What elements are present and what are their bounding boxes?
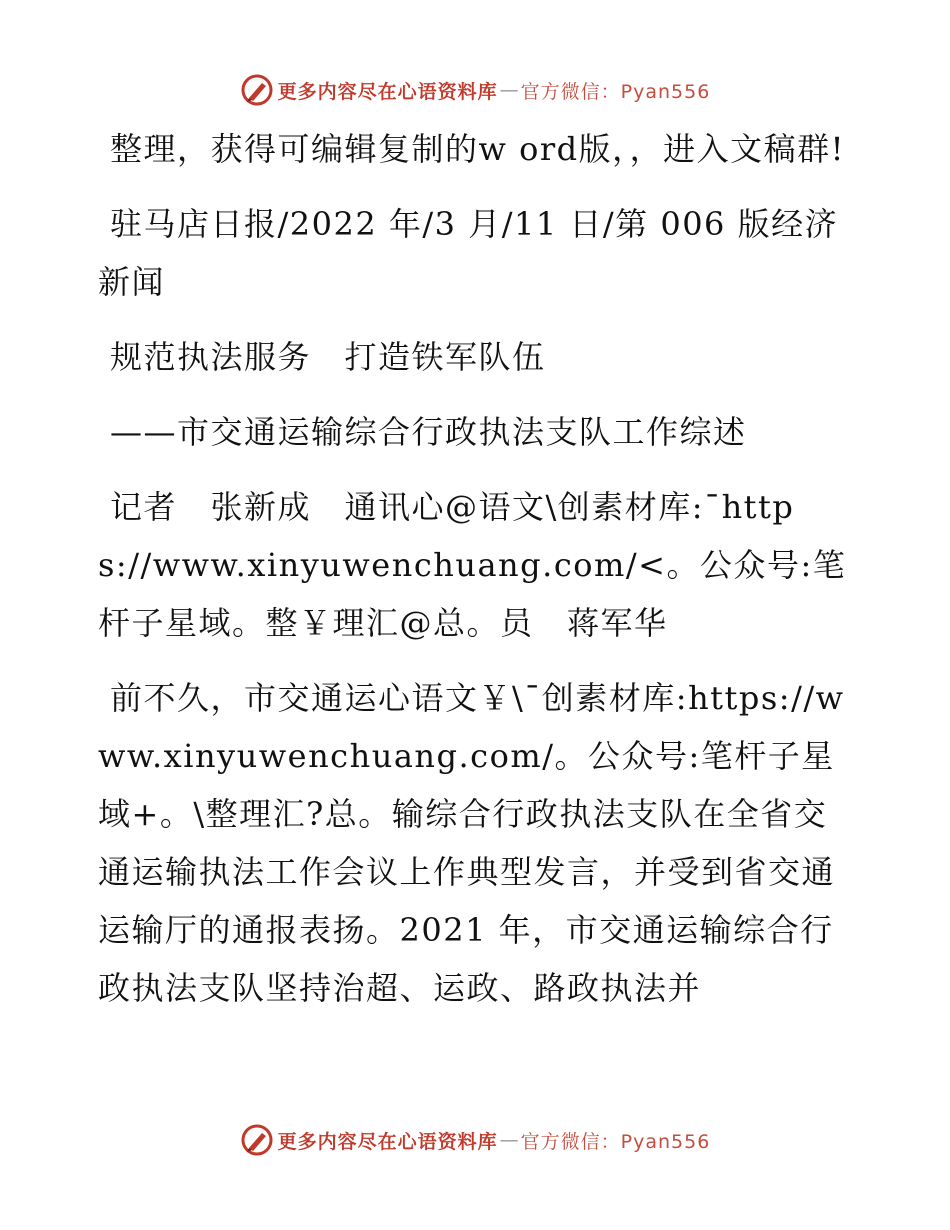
header-dash: — xyxy=(499,79,519,101)
article-title: 规范执法服务 打造铁军队伍 xyxy=(110,338,546,376)
paragraph-intro: 整理，获得可编辑复制的w ord版，，进入文稿群! xyxy=(110,130,845,168)
footer-banner xyxy=(0,1120,950,1160)
header-contact-text: 官方微信：Pyan556 xyxy=(520,80,711,103)
paragraph-source: 驻马店日报/2022 年/3 月/11 日/第 006 版经济新闻 xyxy=(98,205,839,301)
header-banner xyxy=(0,70,950,110)
article-body-paragraph: 前不久，市交通运心语文￥\¯创素材库:https://www.xinyuwenchuang.com/。公众号:笔杆子星域+。\整理汇?总。输综合行政执法支队在全省交通运输执法工作会议上作典型发言，并受到省交通运输厅的通报表扬。2021 年，市交通运输综合行政执法支队坚持治超、运政、路政执法并 xyxy=(98,679,845,1007)
footer-brand-text: 更多内容尽在心语资料库 xyxy=(277,1130,498,1153)
article-byline: 记者 张新成 通讯心@语文\创素材库:¯https://www.xinyuwenchuang.com/<。公众号:笔杆子星域。整￥理汇@总。员 蒋军华 xyxy=(98,488,847,642)
header-brand-text: 更多内容尽在心语资料库 xyxy=(277,80,498,103)
article-subtitle: ——市交通运输综合行政执法支队工作综述 xyxy=(110,413,747,451)
footer-dash: — xyxy=(499,1129,519,1151)
pen-logo-icon xyxy=(240,73,274,107)
pen-logo-icon xyxy=(240,1123,274,1157)
document-body xyxy=(98,120,848,1034)
footer-contact-text: 官方微信：Pyan556 xyxy=(520,1130,711,1153)
